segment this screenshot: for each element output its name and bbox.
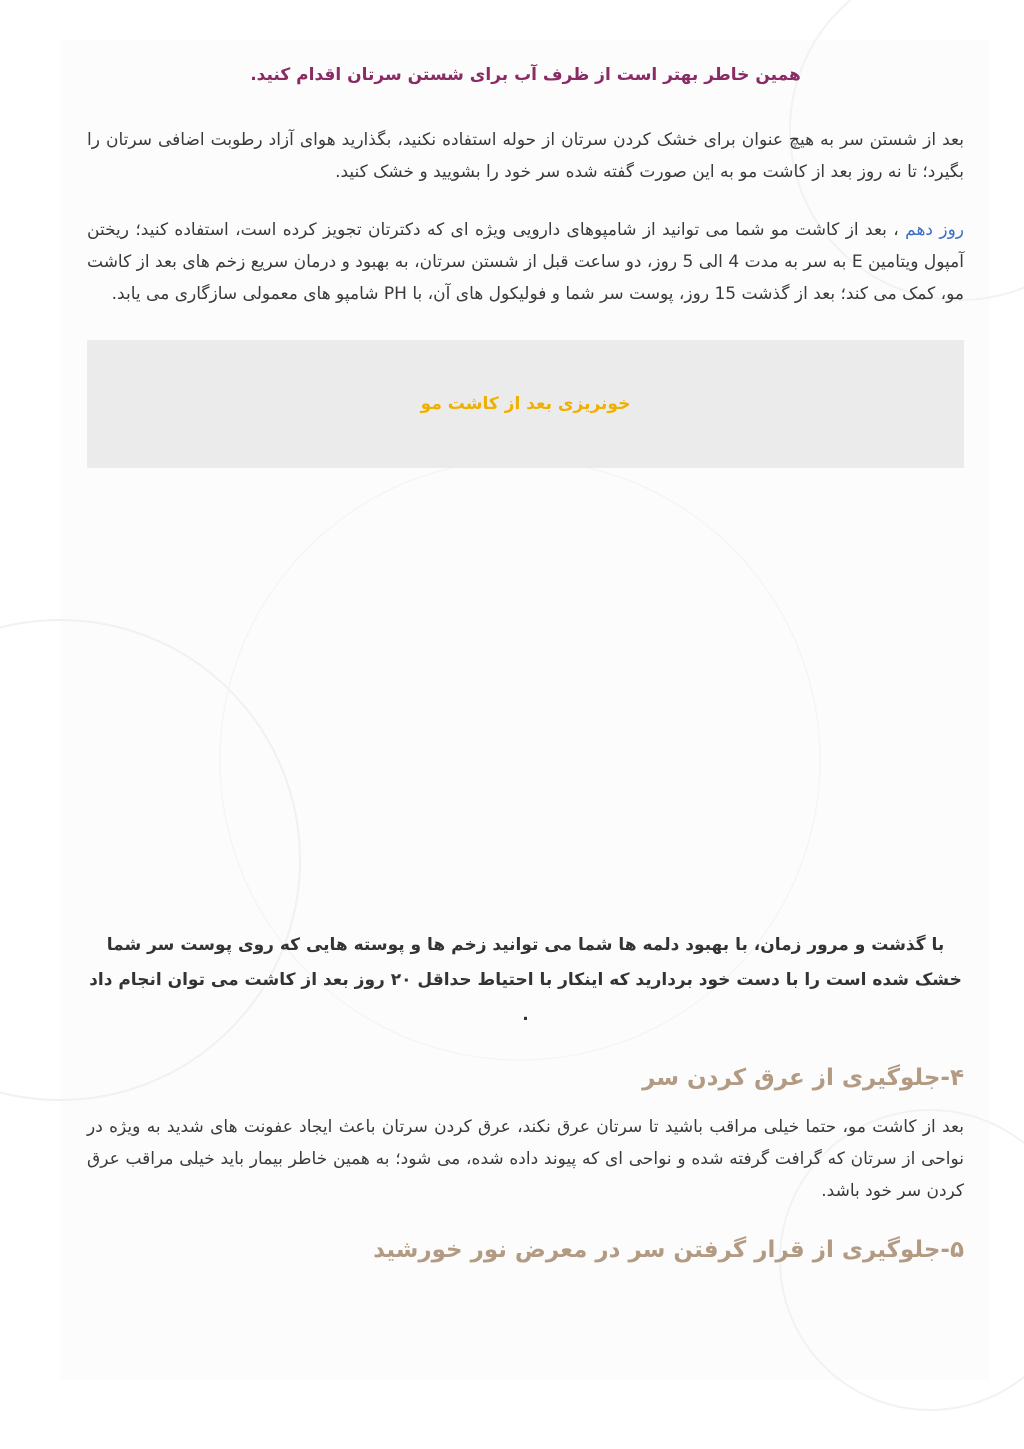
article-body (87, 60, 964, 1283)
bleeding-callout-label[interactable]: خونریزی بعد از کاشت مو (420, 394, 631, 414)
section-4-heading: ۴-جلوگیری از عرق کردن سر (642, 1065, 964, 1091)
media-placeholder (87, 468, 964, 928)
day-ten-text: ، بعد از کاشت مو شما می توانید از شامپوهای دارویی ویژه ای که دکترتان تجویز کرده است، استفاده کنید؛ ریختن آمپول ویتامین E به سر به مدت 4 الی 5 روز، دو ساعت قبل از شستن سرتان، به بهبود و درمان سریع زخم های بعد از کاشت مو، کمک می کند؛ بعد از گذشت 15 روز، پوست سر شما و فولیکول های آن، با PH شامپو های معمولی سازگاری می یابد. (87, 220, 964, 304)
scab-removal-note: با گذشت و مرور زمان، با بهبود دلمه ها شما می توانید زخم ها و پوسته هایی که روی پوست سر شما خشک شده است را با دست خود بردارید که اینکار با احتیاط حداقل ۲۰ روز بعد از کاشت می توان انجام داد . (89, 935, 962, 1025)
lead-sentence: همین خاطر بهتر است از ظرف آب برای شستن سرتان اقدام کنید. (250, 65, 801, 85)
paragraph-day-ten (87, 214, 964, 310)
paragraph-towel: بعد از شستن سر به هیچ عنوان برای خشک کردن سرتان از حوله استفاده نکنید، بگذارید هوای آزاد رطوبت اضافی سرتان را بگیرد؛ تا نه روز بعد از کاشت مو به این صورت گفته شده سر خود را بشویید و خشک کنید. (87, 130, 964, 182)
section-4-paragraph: بعد از کاشت مو، حتما خیلی مراقب باشید تا سرتان عرق نکند، عرق کردن سرتان باعث ایجاد عفونت های شدید به ویژه در نواحی از سرتان که گرافت گرفته شده و نواحی ای که پیوند داده شده، می شود؛ به همین خاطر بیمار باید خیلی مراقب عرق کردن سر خود باشد. (87, 1117, 964, 1201)
bleeding-callout-box[interactable] (87, 340, 964, 468)
section-5-heading: ۵-جلوگیری از قرار گرفتن سر در معرض نور خورشید (373, 1237, 964, 1263)
day-ten-link[interactable]: روز دهم (905, 220, 964, 240)
